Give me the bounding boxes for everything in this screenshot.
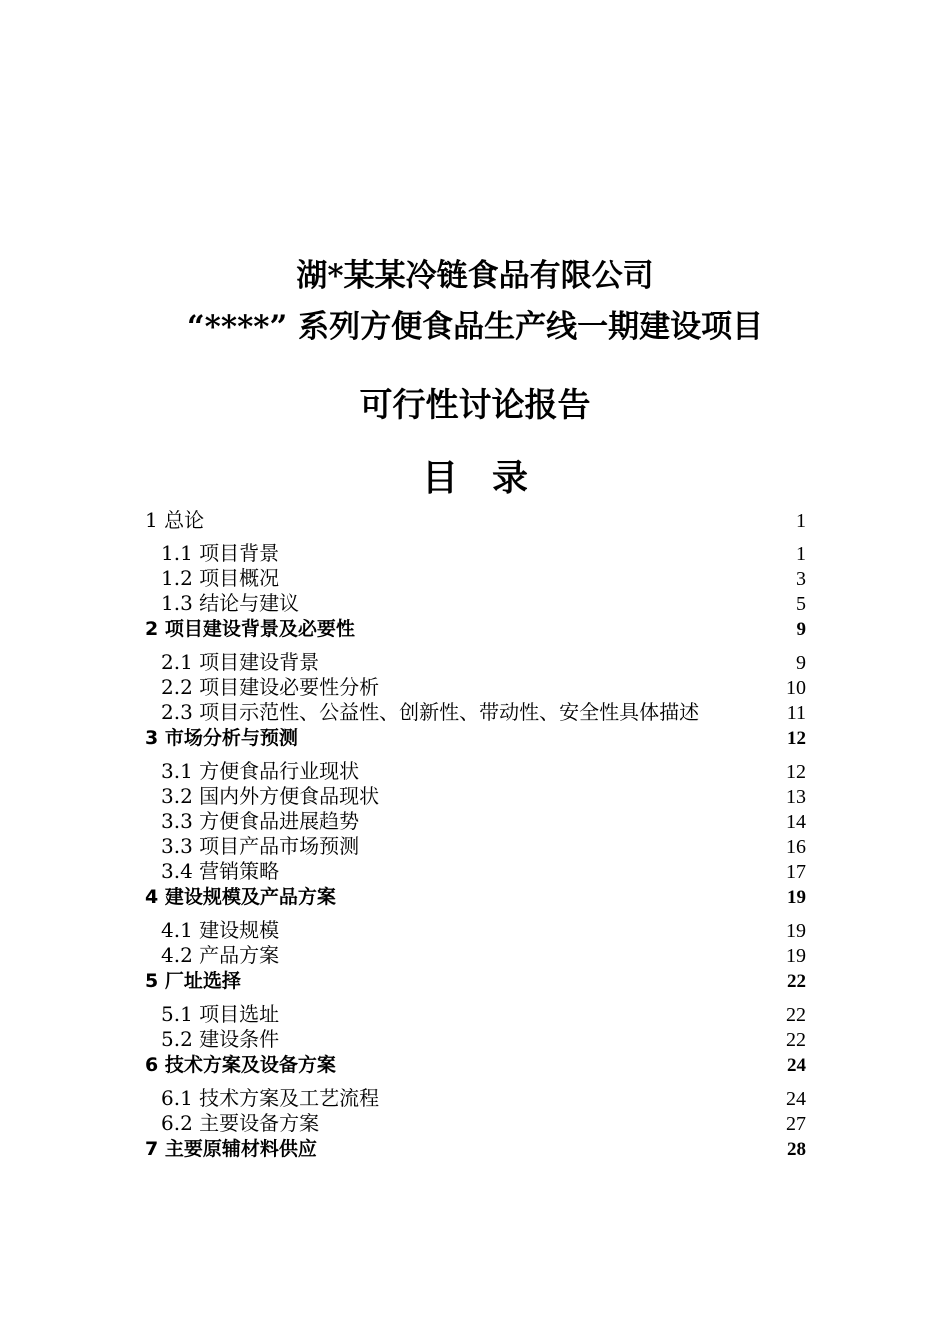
toc-entry-page-number: 27	[786, 1113, 806, 1135]
toc-entry-label: 6.1 技术方案及工艺流程	[161, 1086, 380, 1110]
table-of-contents	[145, 507, 806, 1170]
toc-section-entry[interactable]	[145, 675, 806, 700]
toc-section-entry[interactable]	[145, 834, 806, 859]
toc-entry-label: 6.2 主要设备方案	[161, 1111, 320, 1135]
toc-entry-label: 7 主要原辅材料供应	[145, 1138, 317, 1160]
toc-entry-label: 3.2 国内外方便食品现状	[161, 784, 380, 808]
toc-entry-page-number: 16	[786, 836, 806, 858]
toc-entry-label: 1.1 项目背景	[161, 541, 280, 565]
company-title: 湖*某某冷链食品有限公司	[296, 258, 654, 294]
toc-chapter-entry[interactable]	[145, 507, 806, 541]
toc-entry-label: 4 建设规模及产品方案	[145, 886, 336, 908]
toc-entry-page-number: 28	[787, 1139, 806, 1160]
toc-entry-label: 6 技术方案及设备方案	[145, 1054, 336, 1076]
toc-chapter-entry[interactable]	[145, 725, 806, 759]
toc-entry-page-number: 24	[787, 1055, 806, 1076]
toc-entry-label: 2 项目建设背景及必要性	[145, 618, 355, 640]
toc-entry-page-number: 12	[786, 761, 806, 783]
toc-entry-label: 2.1 项目建设背景	[161, 650, 320, 674]
report-title: 可行性讨论报告	[359, 385, 591, 424]
toc-entry-label: 5 厂址选择	[145, 970, 241, 992]
toc-entry-page-number: 14	[786, 811, 806, 833]
toc-entry-page-number: 24	[786, 1088, 806, 1110]
toc-entry-page-number: 5	[796, 593, 806, 615]
toc-chapter-entry[interactable]	[145, 1136, 806, 1170]
toc-section-entry[interactable]	[145, 700, 806, 725]
toc-entry-label: 1.2 项目概况	[161, 566, 280, 590]
toc-chapter-entry[interactable]	[145, 884, 806, 918]
toc-section-entry[interactable]	[145, 759, 806, 784]
toc-section-entry[interactable]	[145, 541, 806, 566]
toc-entry-page-number: 22	[787, 971, 806, 992]
toc-section-entry[interactable]	[145, 1086, 806, 1111]
toc-entry-label: 1 总论	[145, 508, 205, 532]
toc-entry-label: 3.3 方便食品进展趋势	[161, 809, 360, 833]
toc-entry-page-number: 13	[786, 786, 806, 808]
toc-entry-page-number: 1	[796, 510, 806, 532]
toc-section-entry[interactable]	[145, 566, 806, 591]
toc-entry-label: 3 市场分析与预测	[145, 727, 298, 749]
toc-section-entry[interactable]	[145, 591, 806, 616]
toc-section-entry[interactable]	[145, 943, 806, 968]
project-title: “****” 系列方便食品生产线一期建设项目	[186, 309, 764, 345]
toc-entry-page-number: 19	[786, 920, 806, 942]
toc-entry-page-number: 19	[787, 887, 806, 908]
toc-chapter-entry[interactable]	[145, 1052, 806, 1086]
toc-entry-label: 4.2 产品方案	[161, 943, 280, 967]
toc-entry-label: 3.1 方便食品行业现状	[161, 759, 360, 783]
toc-entry-label: 5.2 建设条件	[161, 1027, 280, 1051]
toc-entry-label: 5.1 项目选址	[161, 1002, 280, 1026]
toc-chapter-entry[interactable]	[145, 616, 806, 650]
toc-section-entry[interactable]	[145, 918, 806, 943]
toc-entry-page-number: 22	[786, 1029, 806, 1051]
toc-entry-page-number: 22	[786, 1004, 806, 1026]
toc-entry-page-number: 12	[787, 728, 806, 749]
toc-entry-label: 3.3 项目产品市场预测	[161, 834, 360, 858]
toc-entry-page-number: 3	[796, 568, 806, 590]
toc-entry-page-number: 19	[786, 945, 806, 967]
toc-section-entry[interactable]	[145, 1002, 806, 1027]
toc-entry-page-number: 9	[796, 652, 806, 674]
toc-entry-label: 2.3 项目示范性、公益性、创新性、带动性、安全性具体描述	[161, 700, 700, 724]
toc-chapter-entry[interactable]	[145, 968, 806, 1002]
toc-section-entry[interactable]	[145, 809, 806, 834]
toc-entry-label: 4.1 建设规模	[161, 918, 280, 942]
toc-entry-page-number: 1	[796, 543, 806, 565]
toc-entry-label: 1.3 结论与建议	[161, 591, 300, 615]
toc-section-entry[interactable]	[145, 1027, 806, 1052]
toc-entry-label: 3.4 营销策略	[161, 859, 280, 883]
toc-entry-page-number: 17	[786, 861, 806, 883]
toc-section-entry[interactable]	[145, 859, 806, 884]
toc-entry-page-number: 10	[786, 677, 806, 699]
toc-entry-page-number: 9	[796, 619, 806, 640]
toc-entry-page-number: 11	[786, 702, 806, 724]
toc-section-entry[interactable]	[145, 1111, 806, 1136]
toc-section-entry[interactable]	[145, 784, 806, 809]
toc-heading: 目录	[421, 457, 562, 499]
toc-entry-label: 2.2 项目建设必要性分析	[161, 675, 380, 699]
toc-section-entry[interactable]	[145, 650, 806, 675]
